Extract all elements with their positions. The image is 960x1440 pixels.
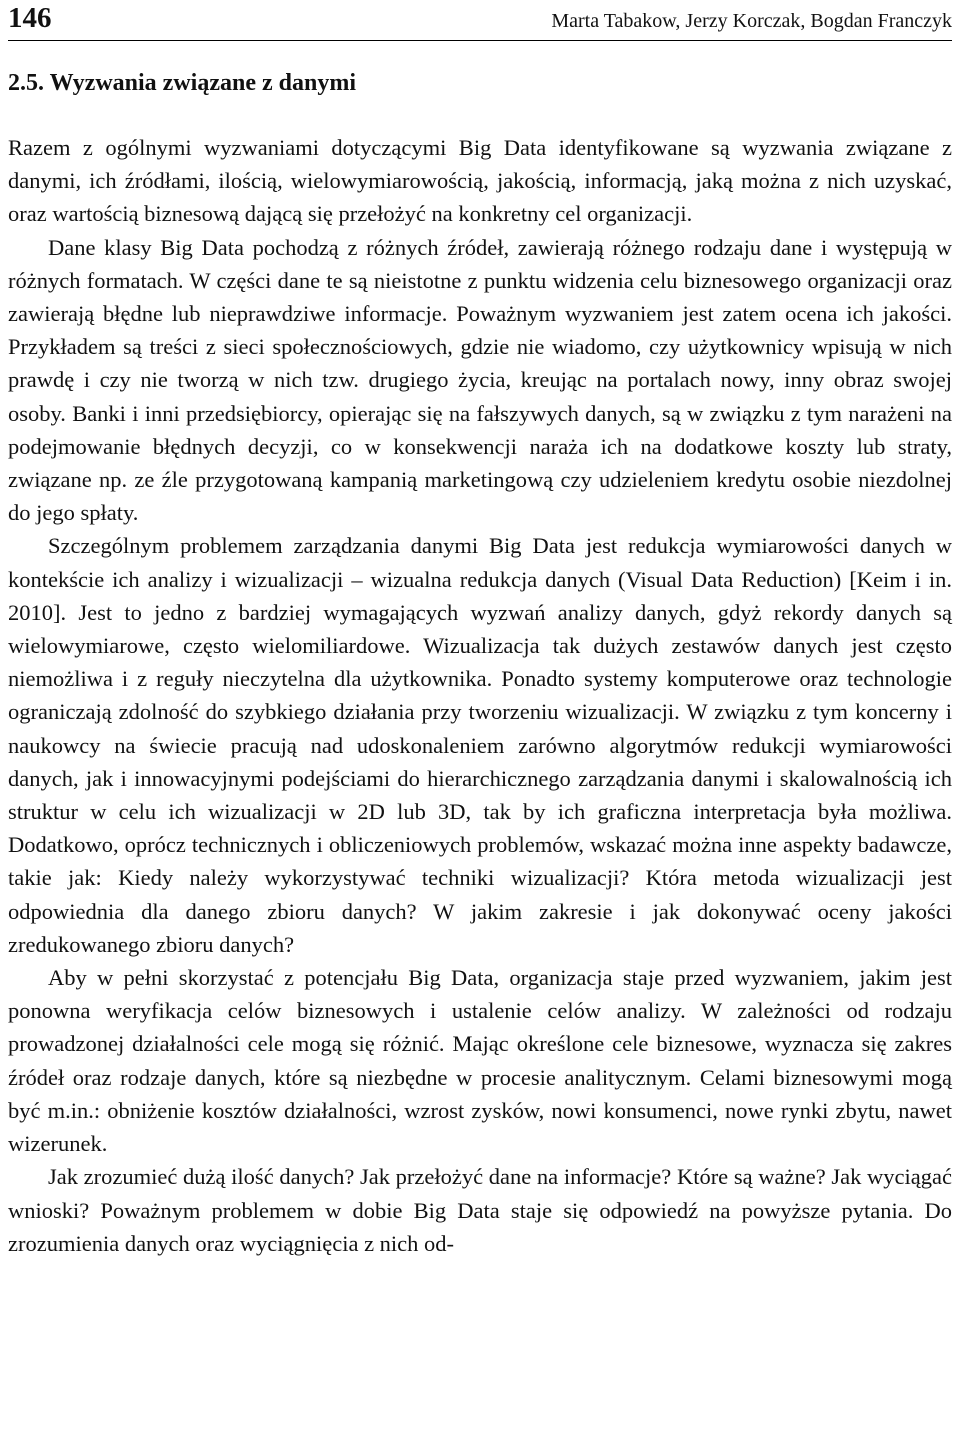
paragraph: Dane klasy Big Data pochodzą z różnych źródeł, zawierają różnego rodzaju dane i występują w różnych formatach. W części dane te są nieistotne z punktu widzenia celu biznesowego organizacji oraz zawierają błędne lub nieprawdziwe informacje. Poważnym wyzwaniem jest zatem ocena ich jakości. Przykładem są treści z sieci społecznościowych, gdzie nie wiadomo, czy użytkownicy wpisują w nich prawdę i czy nie tworzą w nich tzw. drugiego życia, kreując na portalach nowy, inny obraz swojej osoby. Banki i inni przedsiębiorcy, opierając się na fałszywych danych, są w związku z tym narażeni na podejmowanie błędnych decyzji, co w konsekwencji naraża ich na dodatkowe koszty lub straty, związane np. ze źle przygotowaną kampanią marketingową czy udzieleniem kredytu osobie niezdolnej do jego spłaty. xyxy=(8,234,952,526)
header-rule xyxy=(8,40,952,41)
section-heading: 2.5. Wyzwania związane z danymi xyxy=(8,70,356,96)
paragraph: Aby w pełni skorzystać z potencjału Big Data, organizacja staje przed wyzwaniem, jakim jest ponowna weryfikacja celów biznesowych i ustalenie celów analizy. W zależności od rodzaju prowadzonej działalności cele mogą się różnić. Mając określone cele biznesowe, wyznacza się zakres źródeł oraz rodzaje danych, które są niezbędne w procesie analitycznym. Celami biznesowymi mogą być m.in.: obniżenie kosztów działalności, wzrost zysków, nowi konsumenci, nowe rynki zbytu, nawet wizerunek. xyxy=(8,965,952,1157)
paragraph: Szczególnym problemem zarządzania danymi Big Data jest redukcja wymiarowości danych w kontekście ich analizy i wizualizacji – wizualna redukcja danych (Visual Data Reduction) [Keim i in. 2010]. Jest to jedno z bardziej wymagających wyzwań analizy danych, gdyż rekordy danych są wielowymiarowe, często wielomiliardowe. Wizualizacja tak dużych zestawów danych jest często niemożliwa i z reguły nieczytelna dla użytkownika. Ponadto systemy komputerowe oraz technologie ograniczają zdolność do szybkiego działania przy tworzeniu wizualizacji. W związku z tym koncerny i naukowcy na świecie pracują nad udoskonaleniem zarówno algorytmów redukcji wymiarowości danych, jak i innowacyjnymi podejściami do hierarchicznego zarządzania danymi i skalowalnością ich struktur w celu ich wizualizacji w 2D lub 3D, tak by ich graficzna interpretacja była możliwa. Dodatkowo, oprócz technicznych i obliczeniowych problemów, wskazać można inne aspekty badawcze, takie jak: Kiedy należy wykorzystywać techniki wizualizacji? Która metoda wizualizacji jest odpowiednia dla danego zbioru danych? W jakim zakresie i jak dokonywać oceny jakości zredukowanego zbioru danych? xyxy=(8,533,952,957)
page-header xyxy=(8,2,952,35)
paragraph: Razem z ogólnymi wyzwaniami dotyczącymi Big Data identyfikowane są wyzwania związane z danymi, ich źródłami, ilością, wielowymiarowością, jakością, informacją, jaką można z nich uzyskać, oraz wartością biznesową dającą się przełożyć na konkretny cel organizacji. xyxy=(8,135,952,227)
body-text xyxy=(8,131,952,1260)
page-number: 146 xyxy=(8,2,52,34)
running-head-authors: Marta Tabakow, Jerzy Korczak, Bogdan Franczyk xyxy=(551,10,952,32)
paragraph: Jak zrozumieć dużą ilość danych? Jak przełożyć dane na informacje? Które są ważne? Jak wyciągać wnioski? Poważnym problemem w dobie Big Data staje się odpowiedź na powyższe pytania. Do zrozumienia danych oraz wyciągnięcia z nich od- xyxy=(8,1164,952,1256)
